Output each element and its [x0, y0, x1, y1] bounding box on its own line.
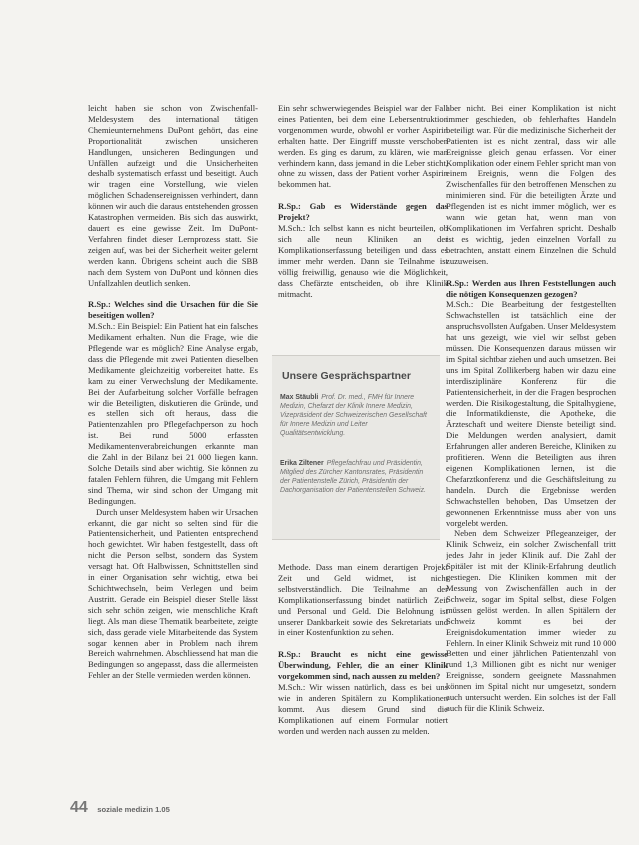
publication-name: soziale medizin 1.05 — [97, 805, 170, 814]
text-column-3 — [446, 103, 616, 823]
body-paragraph: Durch unser Meldesystem haben wir Ursachen erkannt, die gar nicht so selten sind für die Patientensicherheit, und Patienten entsprechend hoch gewichtet. Wir haben festgestellt, dass oft nicht die Person selbst, sondern das System versagt hat. Oft Halbwissen, Schnittstellen sind in einer Organisation sehr wichtig, etwa bei Schichtwechseln, beim Verlegen und beim Austritt. Gerade ein Beispiel dieser Stelle lässt sich sehr schön zeigen, wie menschliche Kraft liegt. Als man diese Thematik bearbeitete, zeigte sich, dass gerade viele Mitarbeitende das System sogar kennen aber in Problem nach ihrem Bereich wahrnehmen. Abschliessend hat man die Bedingungen so angepasst, dass die allermeisten Fehler an der Stelle vermieden werden können. — [88, 506, 258, 681]
text-column-2-bottom — [278, 562, 448, 812]
page-footer — [70, 799, 170, 817]
text-column-2-top — [278, 103, 448, 303]
text-column-1 — [88, 103, 258, 808]
body-paragraph: Ein sehr schwerwiegendes Beispiel war der Fall eines Patienten, bei dem eine Lebersentruktion vorgenommen wurde, obwohl er vorher Aspirin erhalten hatte. Der Eingriff musste verschoben werden. Es ging es darum, zu klären, wie man verhindern kann, dass jemand in die Leber sticht, ohne zu wissen, dass der Patient vorher Aspirin bekommen hat. — [278, 103, 448, 190]
partner-entry — [280, 459, 432, 495]
partner-description: Pflegefachfrau und Präsidentin, Mitglied des Zürcher Kantonsrates, Präsidentin der Patientenstelle Zürich, Präsidentin der Dachorganisation der Patientenstellen Schweiz. — [280, 460, 426, 494]
interview-partners-box — [272, 355, 440, 540]
interview-question: R.Sp.: Gab es Widerstände gegen das Projekt? — [278, 201, 448, 223]
interview-question: R.Sp.: Werden aus Ihren Feststellungen auch die nötigen Konsequenzen gezogen? — [446, 277, 616, 299]
box-title: Unsere Gesprächspartner — [282, 370, 411, 382]
body-paragraph: leicht haben sie schon von Zwischenfall-Meldesystem des international tätigen Chemieunternehmens DuPont gehört, das eine Proportionalität zwischen unsicheren Handlungen, unsicheren Bedingungen und Unfällen aufzeigt und die Unsicherheiten deshalb systematisch erfasst und beseitigt. Auch wir tragen eine Vorstellung, wie vielen möglichen Schadensereignissen verhindert, dann können wir auch die daraus entstehenden grossen Katastrophen vermeiden. Bis sich das auswirkt, dauert es eine gewisse Zeit. Im DuPont-Verfahren findet dieser Lernprozess statt. Sie zeigen auf, was bei der Sicherheit weiter gelernt werden kann. Übrigens scheint auch die SBB nach dem System von DuPont und können dies Unfallzahlen deutlich senken. — [88, 103, 258, 288]
body-paragraph: Methode. Dass man einem derartigen Projekt Zeit und Geld widmet, ist nicht selbstverständlich. Die Teilnahme an der Komplikationserfassung bindet natürlich Zeit und Personal und Geld. Die Belohnung ist unserer Dankbarkeit sowie des Sekretariats und in einer Kostenfunktion zu sehen. — [278, 562, 448, 638]
partner-description: Prof. Dr. med., FMH für Innere Medizin, Chefarzt der Klinik Innere Medizin, Vizepräsident der Schweizerischen Gesellschaft für Innere Medizin und Leiter Qualitätsentwicklung. — [280, 394, 427, 437]
body-paragraph: M.Sch.: Ich selbst kann es nicht beurteilen, ob sich alle neun Kliniken an der Komplikationserfassung beteiligen und dass es immer mehr werden. Dann sie Teilnahme ist völlig freiwillig, genauso wie die Möglichkeit, dass Chefärzte entscheiden, ob ihre Klinik mitmacht. — [278, 223, 448, 299]
interview-question: R.Sp.: Welches sind die Ursachen für die Sie beseitigen wollen? — [88, 299, 258, 321]
partner-name: Erika Ziltener — [280, 460, 324, 467]
interview-question: R.Sp.: Braucht es nicht eine gewisse Überwindung, Fehler, die an einer Klinik vorgekommen sind, nach aussen zu melden? — [278, 649, 448, 682]
partner-entry — [280, 393, 432, 438]
body-paragraph: Neben dem Schweizer Pflegeanzeiger, der Klinik Schweiz, ein solcher Zwischenfall tritt jedes Jahr in jeder Klinik auf. Die Zahl der Spitäler ist mit der Klinik-Erfahrung deutlich gestiegen. Die Kliniken kommen mit der Messung von Zwischenfällen auch in der Schweiz, sogar im Spital selbst, diese Folgen müssen gelöst werden. In allen Spitälern der Schweiz kommt es bei der Ereignisdokumentation immer wieder zu Fehlern. In einer Klinik Schweiz mit rund 10 000 Betten und einer jährlichen Patientenzahl von rund 1,3 Millionen gibt es nicht nur weniger Ereignisse, sondern geeignete Massnahmen können im Spital nicht nur umgesetzt, sondern auch untersucht werden. Ein solches ist der Fall auch für die Klinik Schweiz. — [446, 528, 616, 713]
body-paragraph: M.Sch.: Ein Beispiel: Ein Patient hat ein falsches Medikament erhalten. Nun die Frage, wie die Pflegende war es möglich? Eine Analyse ergab, dass die Pflegende mit zwei Patienten dieselben Medikamente gleichzeitig vorbereitet hatte. Es kam zu einer Verwechslung der Medikamente. Bei der Aufarbeitung solcher Vorfälle befragen wir die Beteiligten, diskutieren die Gründe, und es stellen sich oft heraus, dass die Patientenzahlen pro Pflegefachperson zu hoch ist. Bei rund 5000 erfassten Medikamentenverabreichungen erkannte man die Zahl in der Bilanz bei 21 000 liegen kann. Solche Details sind aber wichtig. Sie können zu fatalen Fehlern führen, die Umgang mit Fehlern sind Thema, wir sind schon der Umgang mit Bedingungen. — [88, 321, 258, 506]
page-number: 44 — [70, 799, 88, 816]
body-paragraph: M.Sch.: Wir wissen natürlich, dass es bei uns wie in anderen Spitälern zu Komplikationen kommt. Aus diesem Grund sind die Komplikationen auf einem Formular notiert worden und werden nach aussen zu melden. — [278, 682, 448, 736]
partner-name: Max Stäubli — [280, 394, 319, 401]
body-paragraph: M.Sch.: Die Bearbeitung der festgestellten Schwachstellen ist tatsächlich eine der anspruchsvollsten Aufgaben. Unser Meldesystem hat uns gezeigt, wie viel wir selbst geben müssen. Die Konsequenzen daraus müssen wir im Spital sichtbar ziehen und auch umsetzen. Bei uns im Spital Zollikerberg haben wir dazu eine interdisziplinäre Konferenz für die Patientensicherheit, in der die Fragen besprochen werden. Die Risikogestaltung, die Spitalhygiene, die Informatikdienste, die Apotheke, die Ärzteschaft und weitere Dienste beteiligt sind. Die Meldungen werden analysiert, damit Erfahrungen aller anderen Bereiche, Kliniken zu profitieren. Wenn die Beteiligten aus ihren eigenen Komplikationen lernen, ist die Chefarztkonferenz und die Geschäftsleitung zu handeln. Durch die Ergebnisse werden Schwachstellen behoben, Das Umsetzen der gewonnenen Erkenntnisse muss aber von uns vorgelebt werden. — [446, 299, 616, 528]
body-paragraph: aber nicht. Bei einer Komplikation ist nicht immer geschieden, ob fehlerhaftes Handeln beteiligt war. Für die medizinische Sicherheit der Patienten ist es nicht zentral, dass wir alle Ereignisse gleich genau erfassen. Vor einer Komplikation oder einem Fehler spricht man von einem Ereignis, wenn die Folgen des Zwischenfalles für den betroffenen Menschen zu minimieren sind. Für die beteiligten Ärzte und Pflegenden ist es nicht immer möglich, wer es wann wie getan hat, wenn man von Komplikationen im Verfahren spricht. Deshalb ist es wichtig, jeden einzelnen Vorfall zu betrachten, anstatt einem Einzelnen die Schuld zuzuweisen. — [446, 103, 616, 266]
